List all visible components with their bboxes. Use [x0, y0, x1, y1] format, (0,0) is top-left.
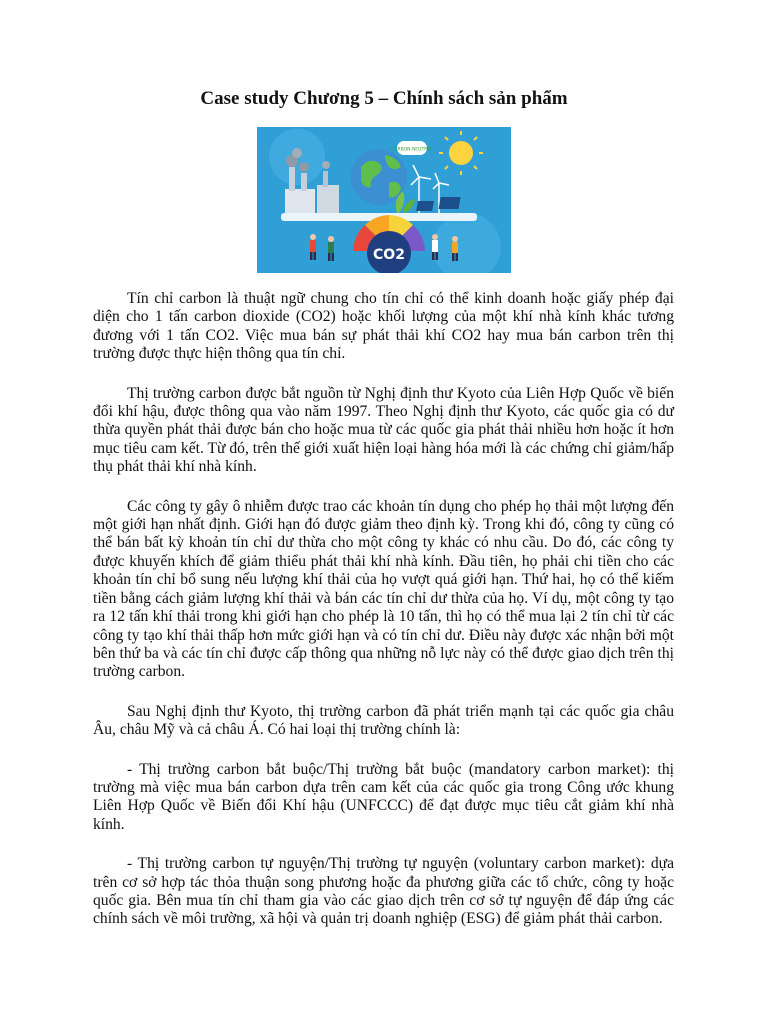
svg-text:CARBON NEUTRAL: CARBON NEUTRAL — [391, 147, 433, 153]
paragraph: - Thị trường carbon bắt buộc/Thị trường bắt buộc (mandatory carbon market): thị trường mà việc mua bán carbon dựa trên cam kết của các quốc gia trong Công ước khung Liên Hợp Quốc về Biến đổi Khí hậu (UNFCCC) để đạt được mục tiêu cắt giảm khí nhà kính. — [93, 760, 674, 833]
paragraph: - Thị trường carbon tự nguyện/Thị trường tự nguyện (voluntary carbon market): dựa trên cơ sở hợp tác thỏa thuận song phương hoặc đa phương giữa các tổ chức, công ty hoặc quốc gia. Bên mua tín chỉ tham gia vào các giao dịch trên cơ sở tự nguyện để đáp ứng các chính sách về môi trường, xã hội và quản trị doanh nghiệp (ESG) để giảm phát thải carbon. — [93, 855, 674, 928]
paragraph: Các công ty gây ô nhiễm được trao các khoản tín dụng cho phép họ thải một lượng đến một giới hạn nhất định. Giới hạn đó được giảm theo định kỳ. Trong khi đó, công ty cũng có thể bán bất kỳ khoản tín chỉ dư thừa cho một công ty khác có nhu cầu. Do đó, các công ty được khuyến khích để giảm thiểu phát thải khí nhà kính. Đầu tiên, họ phải chi tiền cho các khoản tín chỉ bổ sung nếu lượng khí thải của họ vượt quá giới hạn. Thứ hai, họ có thể kiếm tiền bằng cách giảm lượng khí thải và bán các tín chỉ dư thừa của họ. Ví dụ, một công ty tạo ra 12 tấn khí thải trong khi giới hạn cho phép là 10 tấn, thì họ có thể mua lại 2 tín chỉ từ các công ty tạo khí thải thấp hơn mức giới hạn và có tín chỉ dư. Điều này được xác nhận bởi một bên thứ ba và các tín chỉ được cấp thông qua những nỗ lực này có thể được giao dịch trên thị trường carbon. — [93, 497, 674, 681]
paragraph: Tín chỉ carbon là thuật ngữ chung cho tín chỉ có thể kinh doanh hoặc giấy phép đại diện cho 1 tấn carbon dioxide (CO2) hoặc khối lượng của một khí nhà kính khác tương đương với 1 tấn CO2. Việc mua bán sự phát thải khí CO2 hay mua bán carbon trên thị trường được thực hiện thông qua tín chỉ. — [93, 290, 674, 363]
document-body — [93, 290, 674, 950]
paragraph: Thị trường carbon được bắt nguồn từ Nghị định thư Kyoto của Liên Hợp Quốc về biến đổi khí hậu, được thông qua vào năm 1997. Theo Nghị định thư Kyoto, các quốc gia có dư thừa quyền phát thải được bán cho hoặc mua từ các quốc gia phát thải nhiều hơn hoặc ít hơn mục tiêu cam kết. Từ đó, trên thế giới xuất hiện loại hàng hóa mới là các chứng chỉ giảm/hấp thụ phát thải khí nhà kính. — [93, 384, 674, 476]
page-title: Case study Chương 5 – Chính sách sản phẩm — [200, 88, 568, 109]
svg-text:CO2: CO2 — [373, 247, 405, 263]
carbon-illustration — [257, 127, 511, 273]
paragraph: Sau Nghị định thư Kyoto, thị trường carbon đã phát triển mạnh tại các quốc gia châu Âu, châu Mỹ và cả châu Á. Có hai loại thị trường chính là: — [93, 702, 674, 739]
